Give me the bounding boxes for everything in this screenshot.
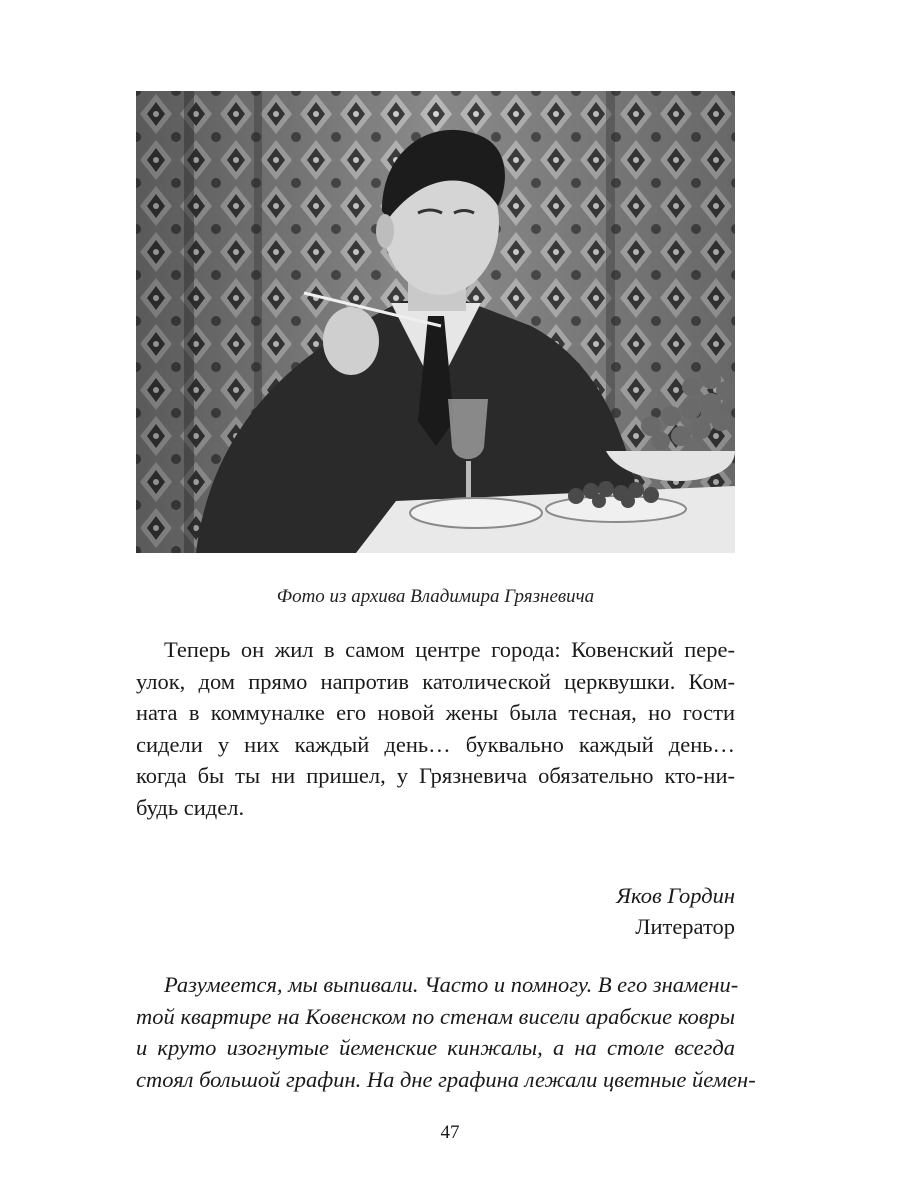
- paragraph-line: будь сидел.: [136, 794, 245, 820]
- paragraph-line: сидели у них каждый день… буквально каждый день…: [136, 731, 735, 757]
- photo-caption: Фото из архива Владимира Грязневича: [276, 586, 595, 607]
- archival-photo: [136, 91, 735, 553]
- paragraph-main: [136, 634, 735, 824]
- paragraph-line: стоял большой графин. На дне графина лежали цветные йемен-: [136, 1066, 756, 1092]
- paragraph-line: когда бы ты ни пришел, у Грязневича обязательно кто-ни-: [136, 763, 735, 789]
- paragraph-line: улок, дом прямо напротив католической церквушки. Ком-: [136, 668, 735, 694]
- author-name: Яков Гордин: [616, 883, 735, 908]
- author-role: Литератор: [635, 914, 735, 939]
- paragraph-line: Разумеется, мы выпивали. Часто и помногу. В его знамени-: [164, 972, 739, 997]
- paragraph-line: Теперь он жил в самом центре города: Ковенский пере-: [164, 637, 735, 662]
- photo-illustration: [136, 91, 735, 553]
- paragraph-quote: [136, 969, 756, 1095]
- paragraph-line: той квартире на Ковенском по стенам висели арабские ковры: [136, 1003, 735, 1029]
- page-number: 47: [440, 1122, 460, 1143]
- paragraph-line: ната в коммуналке его новой жены была тесная, но гости: [136, 700, 735, 726]
- paragraph-line: и круто изогнутые йеменские кинжалы, а на столе всегда: [136, 1035, 735, 1061]
